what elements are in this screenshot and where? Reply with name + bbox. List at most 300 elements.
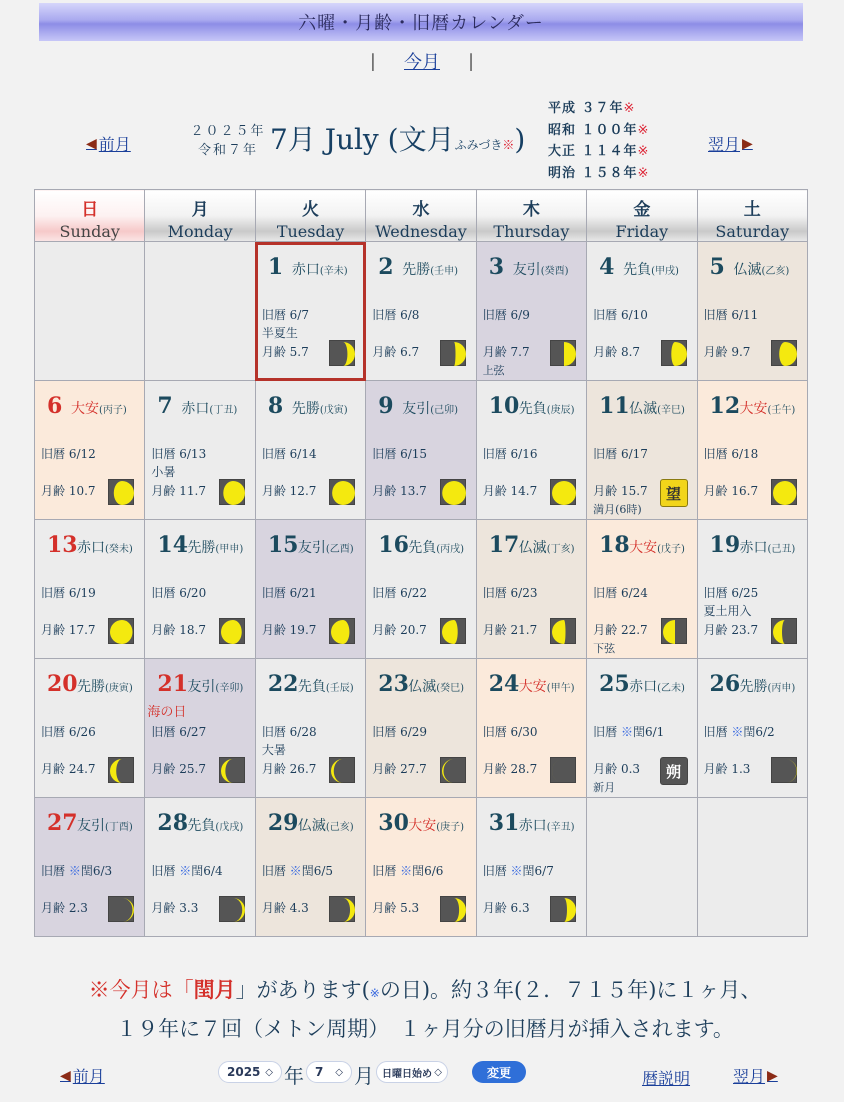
kyureki-label: 旧暦 [703, 447, 732, 461]
kanshi: (乙酉) [325, 544, 354, 555]
moon-lit-shape [785, 759, 797, 783]
next-month-link[interactable] [708, 132, 753, 155]
kanshi: (甲申) [215, 544, 244, 555]
day-cell[interactable] [35, 381, 145, 520]
kyureki-value: 6/16 [510, 447, 538, 461]
moon-age-label: 月齢 [593, 345, 621, 359]
leap-note-line1: ※今月は「閏月」があります(※の日)。約３年(２．７１５年)に１ヶ月、 [88, 977, 762, 1002]
moon-age-value: 3.3 [179, 901, 199, 915]
day-number: 10 [488, 393, 520, 419]
rokuyo-label [292, 398, 348, 418]
era-heisei: 平成 ３７年※ [548, 101, 636, 116]
rokuyo-label [519, 676, 575, 696]
rokuyo-label [629, 398, 685, 418]
kyureki-label: 旧暦 [372, 308, 401, 322]
moon-age-value: 26.7 [289, 762, 317, 776]
change-button[interactable]: 変更 [472, 1061, 526, 1083]
moon-age-label: 月齢 [482, 623, 511, 637]
day-cell[interactable] [35, 520, 145, 659]
moon-lit-shape [343, 898, 355, 922]
moon-age-value: 10.7 [68, 484, 96, 498]
kyureki-label: 旧暦 [482, 725, 511, 739]
kyureki-label: 旧暦 [151, 447, 180, 461]
kanshi: (癸巳) [436, 683, 465, 694]
day-cell[interactable] [255, 381, 365, 520]
month-header [0, 96, 844, 186]
kyureki-label: 旧暦 [151, 725, 180, 739]
moon-phase-icon [329, 757, 355, 783]
day-cell[interactable] [366, 798, 476, 937]
kyureki-date [262, 306, 309, 323]
moon-lit-shape [773, 481, 796, 505]
moon-age-value: 0.3 [620, 762, 641, 776]
leap-mark: ※ [510, 864, 523, 878]
kyureki-date [593, 445, 648, 462]
new-moon-icon: 朔 [660, 757, 688, 785]
day-number: 13 [47, 532, 78, 558]
rokuyo-name: 先勝 [739, 679, 768, 695]
moon-phase-icon [771, 340, 797, 366]
kyureki-value: 6/18 [731, 447, 759, 461]
day-cell[interactable] [255, 242, 365, 381]
calendar-week-row [35, 798, 808, 937]
kyureki-value: 6/25 [731, 586, 759, 600]
moon-phase-icon [219, 618, 245, 644]
kyureki-date [483, 306, 530, 323]
day-number: 17 [488, 532, 520, 558]
kyureki-label: 旧暦 [261, 586, 290, 600]
moon-phase-icon [329, 340, 355, 366]
kanshi: (庚辰) [546, 405, 575, 416]
moon-age-value: 20.7 [400, 623, 427, 637]
day-cell[interactable] [366, 381, 476, 520]
kyureki-label: 旧暦 [482, 308, 511, 322]
day-cell[interactable] [35, 798, 145, 937]
day-number: 7 [157, 393, 173, 419]
moon-phase-note: 上弦 [482, 364, 505, 377]
month-select[interactable]: 7 ◇ [306, 1061, 352, 1083]
kanshi: (丙申) [767, 683, 796, 694]
kyureki-date [593, 723, 664, 740]
year-reiwa: 令和７年 [197, 143, 258, 158]
seasonal-note: 半夏生 [261, 326, 298, 340]
kyureki-date [41, 862, 112, 879]
day-number: 11 [599, 393, 630, 419]
day-number: 16 [378, 532, 409, 558]
rokuyo-name: 友引 [512, 262, 541, 278]
week-start-select[interactable]: 日曜日始め ◇ [376, 1061, 448, 1083]
kyureki-date [41, 584, 96, 601]
kyureki-date [593, 584, 648, 601]
rokuyo-label [734, 259, 790, 279]
moon-age [262, 899, 309, 916]
rokuyo-label [187, 537, 243, 557]
day-cell[interactable] [476, 520, 586, 659]
kyureki-label: 旧暦 [151, 864, 180, 878]
kyureki-value: 6/27 [179, 725, 207, 739]
day-cell[interactable] [476, 798, 586, 937]
year-label: 年 [284, 1064, 304, 1088]
kyureki-value: 6/29 [400, 725, 428, 739]
moon-age-label: 月齢 [703, 484, 732, 498]
kyureki-label: 旧暦 [261, 447, 290, 461]
day-cell[interactable] [145, 381, 255, 520]
moon-lit-shape [564, 342, 576, 366]
calendar-grid [34, 189, 808, 937]
day-number: 3 [488, 254, 504, 280]
rokuyo-label [408, 815, 464, 835]
day-cell[interactable] [366, 242, 476, 381]
rokuyo-label [740, 537, 796, 557]
moon-age-value: 27.7 [400, 762, 427, 776]
kanshi: (丙子) [99, 405, 127, 416]
kyureki-label: 旧暦 [41, 586, 69, 600]
moon-phase-icon [771, 479, 797, 505]
rokuyo-name: 先負 [623, 262, 652, 278]
rokuyo-label [71, 398, 127, 418]
day-cell[interactable] [697, 659, 807, 798]
moon-age-value: 6.7 [400, 345, 420, 359]
moon-lit-shape [454, 898, 466, 922]
kanshi: (庚寅) [105, 683, 133, 694]
rokuyo-label [623, 259, 679, 279]
leap-mark: ※ [620, 725, 633, 739]
rokuyo-label [519, 398, 575, 418]
page-title-bar [39, 3, 803, 41]
rokuyo-name: 大安 [518, 679, 547, 695]
moon-lit-shape [110, 759, 122, 783]
kyureki-value: 6/21 [289, 586, 317, 600]
moon-age-label: 月齢 [261, 901, 290, 915]
rokuyo-name: 先負 [297, 679, 326, 695]
kyureki-label: 旧暦 [372, 725, 401, 739]
moon-lit-shape [343, 342, 355, 366]
day-cell[interactable] [255, 798, 365, 937]
day-number: 31 [488, 810, 520, 836]
moon-age-label: 月齢 [593, 623, 621, 637]
updown-icon: ◇ [434, 1066, 442, 1078]
day-cell[interactable] [587, 659, 697, 798]
moon-age-label: 月齢 [482, 345, 511, 359]
kyureki-value: 6/9 [510, 308, 530, 322]
rokuyo-name: 仏滅 [518, 540, 547, 556]
moon-age-value: 24.7 [68, 762, 96, 776]
day-cell[interactable] [587, 242, 697, 381]
kyureki-value: 閏6/2 [743, 725, 775, 739]
rokuyo-name: 友引 [402, 401, 431, 417]
moon-age [704, 343, 751, 360]
prev-month-link[interactable] [86, 132, 131, 155]
rokuyo-label [77, 537, 133, 557]
moon-phase-icon [329, 896, 355, 922]
kanshi: (戊子) [657, 544, 685, 555]
moon-age [483, 621, 538, 638]
moon-lit-shape [331, 620, 349, 644]
kyureki-label: 旧暦 [372, 864, 401, 878]
kyureki-value: 6/14 [289, 447, 317, 461]
moon-age-label: 月齢 [151, 762, 180, 776]
kyureki-date [483, 584, 538, 601]
rokuyo-name: 先負 [187, 818, 216, 834]
prev-month-link-bottom[interactable]: ◀ 前月 [60, 1067, 105, 1086]
day-number: 23 [378, 671, 409, 697]
era-meiji: 明治 １５８年※ [548, 165, 650, 181]
day-number: 15 [267, 532, 299, 558]
month-title [270, 118, 525, 158]
next-month-link-bottom[interactable]: 翌月 ▶ [733, 1067, 778, 1086]
moon-lit-shape [331, 759, 343, 783]
kyureki-value: 閏6/3 [80, 864, 113, 878]
moon-age [704, 482, 759, 499]
moon-phase-icon [771, 618, 797, 644]
day-cell[interactable] [476, 242, 586, 381]
moon-age-label: 月齢 [593, 484, 621, 498]
kyureki-label: 旧暦 [593, 725, 621, 739]
kyureki-date [704, 306, 759, 323]
moon-age [151, 760, 206, 777]
moon-lit-shape [221, 620, 242, 644]
kyureki-date [41, 445, 96, 462]
moon-lit-shape [233, 898, 245, 922]
day-cell[interactable] [697, 520, 807, 659]
rokuyo-name: 先負 [518, 401, 547, 417]
moon-lit-shape [223, 481, 245, 505]
moon-age-value: 12.7 [289, 484, 317, 498]
moon-age-label: 月齢 [482, 901, 511, 915]
moon-phase-icon [108, 479, 134, 505]
kyureki-label: 旧暦 [261, 725, 290, 739]
leap-mark: ※ [731, 725, 744, 739]
leap-mark: ※ [179, 864, 192, 878]
moon-age [41, 621, 96, 638]
rokuyo-label [408, 537, 464, 557]
calendar-week-row [35, 520, 808, 659]
moon-phase-note: 下弦 [593, 642, 616, 655]
kyureki-date [151, 445, 206, 462]
day-cell[interactable] [587, 381, 697, 520]
day-cell[interactable] [697, 242, 807, 381]
day-number: 29 [267, 810, 299, 836]
kyureki-label: 旧暦 [593, 447, 621, 461]
leap-note-line2: １９年に７回（メトン周期） １ヶ月分の旧暦月が挿入されます。 [116, 1017, 734, 1041]
moon-age-label: 月齢 [482, 484, 511, 498]
kyureki-value: 6/19 [68, 586, 96, 600]
moon-age-value: 21.7 [510, 623, 538, 637]
kyureki-label: 旧暦 [261, 864, 290, 878]
rokuyo-name: 仏滅 [297, 818, 326, 834]
rokuyo-name: 友引 [187, 679, 216, 695]
weekday-header-row [35, 190, 808, 242]
moon-age-value: 6.3 [510, 901, 530, 915]
empty-day-cell [587, 798, 697, 937]
moon-lit-shape [332, 481, 355, 505]
moon-lit-shape [773, 620, 785, 644]
moon-age-value: 16.7 [731, 484, 759, 498]
rokuyo-label [629, 676, 685, 696]
day-number: 9 [378, 393, 394, 419]
kyureki-value: 閏6/1 [632, 725, 665, 739]
month-main: 7月 July (文月 [270, 123, 455, 156]
kanshi: (丁亥) [546, 544, 575, 555]
moon-age-label: 月齢 [41, 623, 69, 637]
day-cell[interactable] [145, 659, 255, 798]
moon-age [41, 899, 88, 916]
year-select[interactable]: 2025 ◇ [218, 1061, 282, 1083]
kanshi: (己亥) [325, 822, 354, 833]
kyureki-value: 6/17 [620, 447, 648, 461]
kyureki-date [372, 306, 419, 323]
kyureki-date [372, 445, 427, 462]
calendar-help-link[interactable]: 暦説明 [642, 1069, 691, 1088]
moon-phase-icon [550, 340, 576, 366]
moon-age-value: 5.3 [400, 901, 420, 915]
weekday-saturday: 土 Saturday [697, 190, 807, 242]
moon-phase-icon [440, 896, 466, 922]
day-cell[interactable] [366, 659, 476, 798]
moon-age-value: 17.7 [68, 623, 96, 637]
kanshi: (癸未) [105, 544, 133, 555]
right-arrow-icon: ▶ [767, 1067, 778, 1084]
moon-age-label: 月齢 [41, 901, 69, 915]
kyureki-value: 6/20 [179, 586, 207, 600]
kanshi: (己丑) [767, 544, 796, 555]
moon-age-label: 月齢 [703, 762, 732, 776]
moon-phase-icon [440, 340, 466, 366]
moon-age [262, 760, 317, 777]
moon-age [372, 482, 427, 499]
kyureki-label: 旧暦 [482, 447, 511, 461]
empty-day-cell [35, 242, 145, 381]
year-western: ２０２５年 [190, 124, 266, 139]
day-number: 20 [47, 671, 78, 697]
rokuyo-label [519, 815, 575, 835]
rokuyo-label [187, 676, 243, 696]
moon-phase-icon [329, 618, 355, 644]
day-cell[interactable] [476, 381, 586, 520]
moon-lit-shape [671, 342, 687, 366]
moon-phase-icon [661, 618, 687, 644]
kyureki-value: 6/30 [510, 725, 538, 739]
day-number: 4 [599, 254, 615, 280]
moon-age-label: 月齢 [703, 345, 732, 359]
kyureki-value: 閏6/4 [191, 864, 223, 878]
moon-age [704, 760, 751, 777]
kanshi: (乙亥) [761, 266, 790, 277]
day-number: 18 [599, 532, 630, 558]
moon-age-value: 28.7 [510, 762, 538, 776]
moon-lit-shape [454, 342, 466, 366]
kyureki-date [41, 723, 96, 740]
kanshi: (丁丑) [209, 405, 238, 416]
era-taisho: 大正 １１４年※ [548, 144, 650, 159]
weekday-friday: 金 Friday [587, 190, 697, 242]
today-nav [0, 48, 844, 74]
day-cell[interactable] [255, 520, 365, 659]
kanshi: (丙戌) [436, 544, 465, 555]
moon-age [262, 482, 317, 499]
kyureki-date [704, 584, 759, 601]
moon-age [151, 482, 206, 499]
weekday-thursday: 木 Thursday [476, 190, 586, 242]
kyureki-value: 閏6/6 [412, 864, 444, 878]
moon-age-label: 月齢 [261, 623, 290, 637]
day-cell[interactable] [366, 520, 476, 659]
moon-phase-icon [440, 618, 466, 644]
moon-age [593, 482, 648, 499]
kanshi: (壬申) [430, 266, 459, 277]
moon-age-value: 22.7 [620, 623, 648, 637]
day-number: 12 [709, 393, 741, 419]
rokuyo-name: 仏滅 [733, 262, 762, 278]
moon-age [704, 621, 759, 638]
moon-phase-icon [440, 757, 466, 783]
rokuyo-name: 大安 [739, 401, 768, 417]
weekday-wednesday: 水 Wednesday [366, 190, 476, 242]
month-mark: ※ [502, 138, 515, 152]
moon-age-value: 7.7 [510, 345, 530, 359]
moon-age [593, 343, 640, 360]
kanshi: (辛卯) [215, 683, 244, 694]
day-number: 6 [47, 393, 63, 419]
empty-day-cell [145, 242, 255, 381]
moon-lit-shape [442, 759, 454, 783]
rokuyo-name: 赤口 [518, 818, 547, 834]
page-title: 六曜・月齢・旧暦カレンダー [298, 13, 544, 34]
this-month-link[interactable]: 今月 [404, 52, 440, 73]
day-cell[interactable] [35, 659, 145, 798]
left-arrow-icon: ◀ [60, 1067, 71, 1084]
kyureki-date [704, 723, 775, 740]
kyureki-value: 6/7 [289, 308, 309, 322]
moon-lit-shape [552, 481, 576, 505]
rokuyo-label [513, 259, 569, 279]
bottom-controls [0, 1058, 844, 1092]
kyureki-label: 旧暦 [41, 725, 69, 739]
moon-phase-icon [771, 757, 797, 783]
empty-day-cell [697, 798, 807, 937]
kyureki-label: 旧暦 [41, 864, 69, 878]
separator-right: | [468, 50, 475, 72]
day-cell[interactable] [587, 520, 697, 659]
day-cell[interactable] [145, 798, 255, 937]
kyureki-label: 旧暦 [41, 447, 69, 461]
day-number: 24 [488, 671, 520, 697]
moon-age [483, 343, 530, 360]
moon-phase-icon [661, 340, 687, 366]
leap-mark: ※ [289, 864, 302, 878]
rokuyo-label [292, 259, 348, 279]
day-cell[interactable] [476, 659, 586, 798]
moon-age-label: 月齢 [372, 484, 401, 498]
kyureki-date [262, 862, 333, 879]
moon-phase-icon [219, 479, 245, 505]
kyureki-label: 旧暦 [703, 308, 732, 322]
day-cell[interactable] [697, 381, 807, 520]
day-cell[interactable] [145, 520, 255, 659]
kanshi: (甲戌) [651, 266, 679, 277]
rokuyo-name: 大安 [629, 540, 658, 556]
moon-age [41, 482, 96, 499]
kyureki-date [151, 723, 206, 740]
day-cell[interactable] [255, 659, 365, 798]
calendar-week-row [35, 242, 808, 381]
day-number: 22 [267, 671, 299, 697]
rokuyo-name: 赤口 [291, 262, 320, 278]
month-kana: ふみづき [454, 138, 503, 152]
kanshi: (壬辰) [325, 683, 354, 694]
moon-age-value: 1.3 [731, 762, 751, 776]
day-number: 26 [709, 671, 741, 697]
